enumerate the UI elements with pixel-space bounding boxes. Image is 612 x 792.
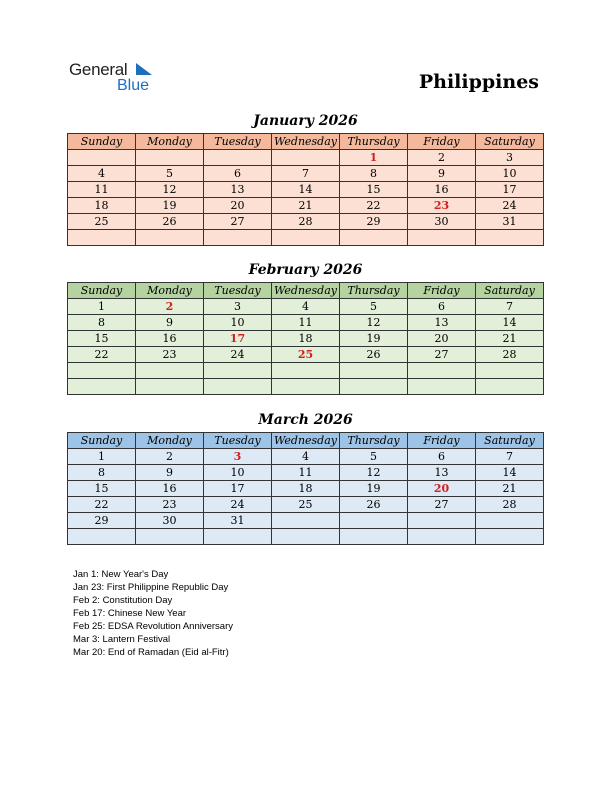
day-cell: 3	[204, 449, 272, 465]
day-cell: 6	[204, 166, 272, 182]
weekday-header: Wednesday	[272, 134, 340, 150]
day-cell: 26	[340, 497, 408, 513]
weekday-header-row	[68, 433, 544, 449]
day-cell: 30	[408, 214, 476, 230]
weekday-header: Friday	[408, 134, 476, 150]
day-cell: 16	[408, 182, 476, 198]
day-cell: 17	[204, 481, 272, 497]
day-cell: 7	[272, 166, 340, 182]
empty-day-cell	[408, 379, 476, 395]
week-row	[68, 166, 544, 182]
empty-day-cell	[476, 379, 544, 395]
day-cell: 14	[272, 182, 340, 198]
empty-day-cell	[476, 513, 544, 529]
empty-day-cell	[204, 230, 272, 246]
empty-day-cell	[476, 529, 544, 545]
day-cell: 24	[204, 347, 272, 363]
day-cell: 18	[68, 198, 136, 214]
day-cell: 11	[272, 465, 340, 481]
day-cell: 9	[408, 166, 476, 182]
week-row	[68, 315, 544, 331]
empty-day-cell	[272, 379, 340, 395]
country-title: Philippines	[418, 71, 539, 93]
empty-day-cell	[136, 379, 204, 395]
day-cell: 11	[272, 315, 340, 331]
day-cell: 11	[68, 182, 136, 198]
day-cell: 7	[476, 449, 544, 465]
empty-day-cell	[408, 363, 476, 379]
day-cell: 19	[340, 481, 408, 497]
day-cell: 18	[272, 331, 340, 347]
holiday-item: Jan 23: First Philippine Republic Day	[73, 582, 229, 593]
holiday-item: Feb 25: EDSA Revolution Anniversary	[73, 621, 234, 632]
weekday-header: Tuesday	[204, 134, 272, 150]
empty-day-cell	[68, 529, 136, 545]
day-cell: 4	[272, 299, 340, 315]
day-cell: 13	[408, 315, 476, 331]
empty-day-cell	[136, 150, 204, 166]
empty-day-cell	[68, 363, 136, 379]
empty-day-cell	[408, 529, 476, 545]
empty-day-cell	[476, 230, 544, 246]
empty-day-cell	[272, 363, 340, 379]
day-cell: 1	[68, 449, 136, 465]
weekday-header: Saturday	[476, 283, 544, 299]
weekday-header: Sunday	[68, 134, 136, 150]
day-cell: 8	[68, 465, 136, 481]
day-cell: 23	[408, 198, 476, 214]
weekday-header: Monday	[136, 433, 204, 449]
weekday-header: Sunday	[68, 433, 136, 449]
day-cell: 13	[408, 465, 476, 481]
day-cell: 30	[136, 513, 204, 529]
day-cell: 20	[204, 198, 272, 214]
empty-day-cell	[136, 230, 204, 246]
day-cell: 31	[476, 214, 544, 230]
day-cell: 31	[204, 513, 272, 529]
day-cell: 27	[204, 214, 272, 230]
weekday-header: Friday	[408, 433, 476, 449]
day-cell: 28	[476, 497, 544, 513]
empty-day-cell	[136, 529, 204, 545]
day-cell: 1	[340, 150, 408, 166]
week-row	[68, 214, 544, 230]
day-cell: 19	[340, 331, 408, 347]
empty-day-cell	[340, 230, 408, 246]
week-row	[68, 481, 544, 497]
week-row	[68, 449, 544, 465]
empty-day-cell	[68, 230, 136, 246]
weekday-header: Wednesday	[272, 433, 340, 449]
day-cell: 15	[68, 331, 136, 347]
day-cell: 15	[68, 481, 136, 497]
day-cell: 23	[136, 347, 204, 363]
day-cell: 24	[476, 198, 544, 214]
weekday-header: Monday	[136, 283, 204, 299]
day-cell: 21	[272, 198, 340, 214]
calendar-march	[67, 432, 544, 545]
weekday-header: Friday	[408, 283, 476, 299]
day-cell: 25	[68, 214, 136, 230]
holiday-item: Jan 1: New Year's Day	[73, 569, 169, 580]
day-cell: 1	[68, 299, 136, 315]
month-title-january: January 2026	[253, 113, 358, 129]
empty-day-cell	[408, 513, 476, 529]
day-cell: 29	[68, 513, 136, 529]
day-cell: 14	[476, 465, 544, 481]
weekday-header: Thursday	[340, 433, 408, 449]
day-cell: 15	[340, 182, 408, 198]
empty-day-cell	[340, 513, 408, 529]
day-cell: 19	[136, 198, 204, 214]
day-cell: 7	[476, 299, 544, 315]
brand-logo	[69, 60, 169, 96]
day-cell: 28	[476, 347, 544, 363]
day-cell: 8	[340, 166, 408, 182]
day-cell: 26	[340, 347, 408, 363]
week-row	[68, 347, 544, 363]
day-cell: 12	[136, 182, 204, 198]
day-cell: 2	[136, 449, 204, 465]
day-cell: 27	[408, 497, 476, 513]
day-cell: 2	[136, 299, 204, 315]
weekday-header: Sunday	[68, 283, 136, 299]
day-cell: 22	[68, 497, 136, 513]
day-cell: 24	[204, 497, 272, 513]
weekday-header: Wednesday	[272, 283, 340, 299]
week-row	[68, 363, 544, 379]
holiday-item: Feb 2: Constitution Day	[73, 595, 173, 606]
weekday-header-row	[68, 134, 544, 150]
day-cell: 22	[68, 347, 136, 363]
week-row	[68, 230, 544, 246]
day-cell: 21	[476, 481, 544, 497]
day-cell: 10	[204, 465, 272, 481]
day-cell: 3	[476, 150, 544, 166]
day-cell: 9	[136, 315, 204, 331]
empty-day-cell	[340, 529, 408, 545]
day-cell: 9	[136, 465, 204, 481]
day-cell: 2	[408, 150, 476, 166]
empty-day-cell	[476, 363, 544, 379]
day-cell: 20	[408, 481, 476, 497]
holiday-item: Feb 17: Chinese New Year	[73, 608, 187, 619]
week-row	[68, 182, 544, 198]
day-cell: 6	[408, 299, 476, 315]
day-cell: 4	[272, 449, 340, 465]
weekday-header: Monday	[136, 134, 204, 150]
holiday-item: Mar 20: End of Ramadan (Eid al-Fitr)	[73, 647, 229, 658]
day-cell: 18	[272, 481, 340, 497]
empty-day-cell	[204, 363, 272, 379]
day-cell: 16	[136, 331, 204, 347]
day-cell: 29	[340, 214, 408, 230]
day-cell: 17	[476, 182, 544, 198]
empty-day-cell	[68, 150, 136, 166]
calendar-february	[67, 282, 544, 395]
day-cell: 28	[272, 214, 340, 230]
week-row	[68, 497, 544, 513]
day-cell: 6	[408, 449, 476, 465]
holiday-list	[73, 568, 233, 659]
week-row	[68, 198, 544, 214]
week-row	[68, 513, 544, 529]
day-cell: 8	[68, 315, 136, 331]
day-cell: 13	[204, 182, 272, 198]
calendar-january	[67, 133, 544, 246]
week-row	[68, 299, 544, 315]
holiday-item: Mar 3: Lantern Festival	[73, 634, 171, 645]
weekday-header: Thursday	[340, 283, 408, 299]
day-cell: 5	[136, 166, 204, 182]
day-cell: 16	[136, 481, 204, 497]
day-cell: 25	[272, 347, 340, 363]
day-cell: 12	[340, 465, 408, 481]
day-cell: 27	[408, 347, 476, 363]
empty-day-cell	[408, 230, 476, 246]
empty-day-cell	[272, 230, 340, 246]
day-cell: 17	[204, 331, 272, 347]
weekday-header: Tuesday	[204, 283, 272, 299]
empty-day-cell	[204, 379, 272, 395]
week-row	[68, 150, 544, 166]
day-cell: 22	[340, 198, 408, 214]
weekday-header: Saturday	[476, 433, 544, 449]
empty-day-cell	[204, 529, 272, 545]
empty-day-cell	[272, 150, 340, 166]
weekday-header: Saturday	[476, 134, 544, 150]
day-cell: 10	[476, 166, 544, 182]
empty-day-cell	[68, 379, 136, 395]
logo-text-general: General	[69, 60, 128, 79]
empty-day-cell	[340, 379, 408, 395]
weekday-header: Thursday	[340, 134, 408, 150]
day-cell: 12	[340, 315, 408, 331]
week-row	[68, 529, 544, 545]
day-cell: 5	[340, 299, 408, 315]
week-row	[68, 379, 544, 395]
empty-day-cell	[204, 150, 272, 166]
day-cell: 5	[340, 449, 408, 465]
day-cell: 23	[136, 497, 204, 513]
month-title-february: February 2026	[248, 262, 363, 278]
day-cell: 3	[204, 299, 272, 315]
month-title-march: March 2026	[258, 412, 353, 428]
empty-day-cell	[136, 363, 204, 379]
week-row	[68, 465, 544, 481]
day-cell: 20	[408, 331, 476, 347]
logo-triangle-icon	[134, 63, 154, 77]
empty-day-cell	[272, 513, 340, 529]
day-cell: 21	[476, 331, 544, 347]
week-row	[68, 331, 544, 347]
weekday-header: Tuesday	[204, 433, 272, 449]
day-cell: 10	[204, 315, 272, 331]
day-cell: 4	[68, 166, 136, 182]
day-cell: 25	[272, 497, 340, 513]
empty-day-cell	[272, 529, 340, 545]
day-cell: 26	[136, 214, 204, 230]
logo-text-blue: Blue	[117, 77, 150, 94]
weekday-header-row	[68, 283, 544, 299]
day-cell: 14	[476, 315, 544, 331]
empty-day-cell	[340, 363, 408, 379]
